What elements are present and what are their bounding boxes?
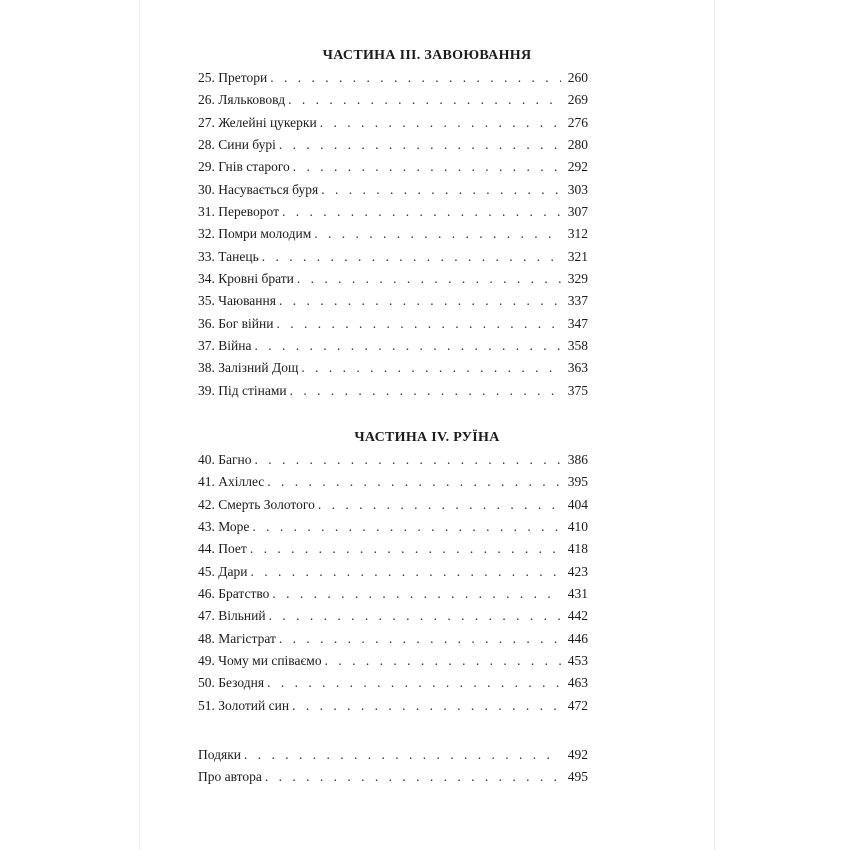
toc-entry[interactable]: [198, 474, 588, 496]
toc-entry[interactable]: [198, 586, 588, 608]
toc-entry-title: 35. Чаювання: [198, 293, 276, 309]
toc-entry-title: 34. Кровні брати: [198, 271, 294, 287]
toc-entry-page: 280: [567, 137, 588, 153]
toc-entry-page: 410: [567, 519, 588, 535]
toc-entry-title: 43. Море: [198, 519, 250, 535]
toc-entry-page: 423: [567, 563, 588, 579]
toc-entry-title: 27. Желейні цукерки: [198, 114, 317, 130]
toc-entry[interactable]: [198, 747, 588, 769]
dot-leader: [262, 249, 561, 265]
toc-entry[interactable]: [198, 608, 588, 630]
toc-entry[interactable]: [198, 70, 588, 92]
toc-entry[interactable]: [198, 271, 588, 293]
backmatter-toc: [198, 747, 588, 792]
dot-leader: [267, 474, 561, 490]
dot-leader: [252, 519, 561, 535]
dot-leader: [265, 769, 561, 785]
toc-entry-page: 492: [567, 747, 588, 762]
toc-entry[interactable]: [198, 519, 588, 541]
toc-entry[interactable]: [198, 698, 588, 720]
toc-entry-title: 39. Під стінами: [198, 382, 287, 398]
dot-leader: [270, 70, 561, 86]
toc-entry-title: 45. Дари: [198, 563, 248, 579]
toc-entry[interactable]: [198, 92, 588, 114]
toc-entry-title: 32. Помри молодим: [198, 226, 312, 242]
dot-leader: [297, 271, 561, 287]
dot-leader: [301, 360, 561, 376]
dot-leader: [325, 653, 561, 669]
dot-leader: [250, 564, 561, 580]
toc-entry-title: 49. Чому ми співаємо: [198, 653, 322, 669]
toc-entry-page: 303: [567, 181, 588, 197]
part-3-toc: [198, 70, 588, 405]
toc-entry[interactable]: [198, 137, 588, 159]
toc-entry-page: 312: [567, 226, 588, 242]
dot-leader: [290, 383, 561, 399]
toc-entry[interactable]: [198, 541, 588, 563]
toc-entry-page: 321: [567, 248, 588, 264]
toc-entry[interactable]: [198, 360, 588, 382]
toc-entry[interactable]: [198, 159, 588, 181]
toc-entry-title: 31. Переворот: [198, 204, 279, 220]
dot-leader: [267, 675, 561, 691]
toc-entry-page: 442: [567, 608, 588, 624]
dot-leader: [255, 452, 561, 468]
toc-entry-title: 40. Багно: [198, 452, 252, 467]
toc-entry-page: 463: [567, 675, 588, 691]
dot-leader: [293, 159, 561, 175]
toc-entry[interactable]: [198, 383, 588, 405]
part-4-heading: ЧАСТИНА IV. РУЇНА: [354, 430, 500, 445]
toc-entry-title: Подяки: [198, 747, 241, 762]
book-page: [140, 0, 714, 850]
toc-entry-page: 375: [567, 382, 588, 398]
dot-leader: [272, 586, 561, 602]
toc-entry-title: 29. Гнів старого: [198, 159, 290, 175]
toc-entry[interactable]: [198, 452, 588, 474]
toc-entry-page: 347: [567, 315, 588, 331]
dot-leader: [282, 204, 561, 220]
toc-entry-title: 50. Безодня: [198, 675, 265, 691]
toc-entry-title: 25. Претори: [198, 70, 268, 85]
part-4-toc: [198, 452, 588, 720]
toc-entry-title: 30. Насувається буря: [198, 181, 319, 197]
dot-leader: [244, 747, 561, 763]
toc-entry-title: 48. Магістрат: [198, 630, 276, 646]
toc-entry[interactable]: [198, 204, 588, 226]
toc-entry[interactable]: [198, 675, 588, 697]
toc-entry-title: 41. Ахіллес: [198, 474, 265, 490]
dot-leader: [288, 92, 561, 108]
toc-entry-title: 51. Золотий син: [198, 697, 290, 713]
toc-entry[interactable]: [198, 653, 588, 675]
dot-leader: [279, 137, 561, 153]
dot-leader: [292, 698, 561, 714]
toc-entry-page: 337: [567, 293, 588, 309]
toc-entry[interactable]: [198, 497, 588, 519]
toc-entry-page: 395: [567, 474, 588, 490]
toc-entry-page: 329: [567, 271, 588, 287]
dot-leader: [279, 293, 561, 309]
toc-entry-page: 386: [567, 452, 588, 467]
dot-leader: [320, 115, 561, 131]
toc-entry-page: 431: [567, 586, 588, 602]
dot-leader: [269, 608, 561, 624]
toc-entry[interactable]: [198, 293, 588, 315]
toc-entry[interactable]: [198, 182, 588, 204]
toc-entry[interactable]: [198, 316, 588, 338]
toc-entry[interactable]: [198, 769, 588, 791]
dot-leader: [279, 631, 561, 647]
toc-entry-page: 472: [567, 697, 588, 713]
toc-entry[interactable]: [198, 115, 588, 137]
toc-entry-page: 276: [567, 114, 588, 130]
dot-leader: [314, 226, 561, 242]
toc-entry-page: 307: [567, 204, 588, 220]
toc-entry-page: 404: [567, 496, 588, 512]
toc-entry-page: 292: [567, 159, 588, 175]
toc-entry-page: 418: [567, 541, 588, 557]
toc-entry-title: 37. Війна: [198, 338, 252, 354]
toc-entry-title: 46. Братство: [198, 586, 270, 602]
toc-entry[interactable]: [198, 226, 588, 248]
toc-entry-title: 38. Залізний Дощ: [198, 360, 299, 376]
dot-leader: [276, 316, 561, 332]
dot-leader: [321, 182, 561, 198]
toc-entry-title: 44. Поет: [198, 541, 247, 557]
toc-entry-page: 453: [567, 653, 588, 669]
toc-entry[interactable]: [198, 631, 588, 653]
toc-entry[interactable]: [198, 564, 588, 586]
toc-entry-title: Про автора: [198, 769, 262, 785]
dot-leader: [318, 497, 561, 513]
toc-entry-page: 269: [567, 92, 588, 108]
part-3-heading: ЧАСТИНА III. ЗАВОЮВАННЯ: [322, 48, 532, 63]
toc-entry-title: 42. Смерть Золотого: [198, 496, 315, 512]
toc-entry-page: 446: [567, 630, 588, 646]
toc-entry-page: 358: [567, 338, 588, 354]
toc-entry-title: 26. Лялькововд: [198, 92, 286, 108]
toc-entry[interactable]: [198, 338, 588, 360]
toc-entry-title: 28. Сини бурі: [198, 137, 276, 153]
dot-leader: [250, 541, 561, 557]
toc-entry[interactable]: [198, 249, 588, 271]
dot-leader: [254, 338, 561, 354]
toc-entry-page: 260: [567, 70, 588, 85]
toc-entry-page: 363: [567, 360, 588, 376]
toc-entry-title: 33. Танець: [198, 248, 259, 264]
toc-entry-title: 47. Вільний: [198, 608, 266, 624]
toc-entry-page: 495: [567, 769, 588, 785]
toc-entry-title: 36. Бог війни: [198, 315, 274, 331]
